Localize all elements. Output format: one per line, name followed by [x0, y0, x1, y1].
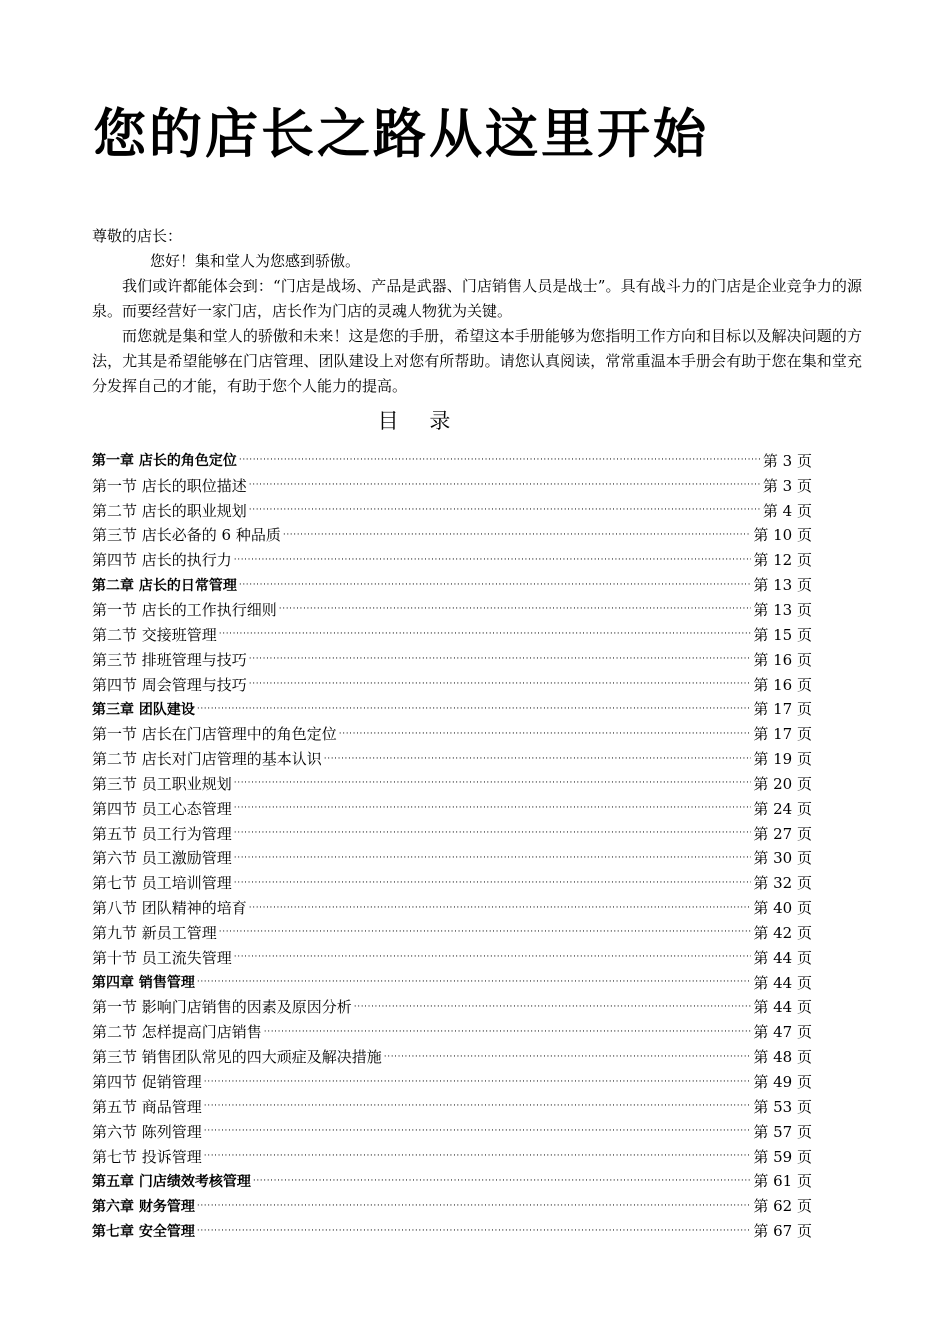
- toc-section-entry[interactable]: [92, 895, 812, 920]
- toc-entry-page: 第 49 页: [753, 1073, 812, 1092]
- toc-section-entry[interactable]: [92, 672, 812, 697]
- toc-entry-label: 第八节 团队精神的培育: [92, 899, 247, 918]
- toc-section-entry[interactable]: [92, 473, 812, 498]
- toc-entry-page: 第 67 页: [753, 1222, 812, 1241]
- toc-section-entry[interactable]: [92, 746, 812, 771]
- toc-entry-label: 第一节 影响门店销售的因素及原因分析: [92, 998, 352, 1017]
- toc-entry-page: 第 44 页: [753, 973, 812, 992]
- toc-dot-leader: [204, 1144, 752, 1168]
- toc-section-entry[interactable]: [92, 498, 812, 523]
- toc-entry-page: 第 53 页: [753, 1097, 812, 1116]
- toc-entry-label: 第三节 员工职业规划: [92, 774, 232, 793]
- toc-dot-leader: [219, 920, 752, 944]
- toc-section-entry[interactable]: [92, 1019, 812, 1044]
- toc-section-entry[interactable]: [92, 920, 812, 945]
- toc-dot-leader: [219, 622, 752, 646]
- toc-chapter-entry[interactable]: [92, 1218, 812, 1243]
- toc-entry-label: 第二节 店长对门店管理的基本认识: [92, 750, 322, 769]
- toc-chapter-entry[interactable]: [92, 448, 812, 473]
- toc-entry-label: 第六节 员工激励管理: [92, 849, 232, 868]
- toc-entry-label: 第三节 排班管理与技巧: [92, 650, 247, 669]
- toc-dot-leader: [249, 896, 752, 920]
- toc-entry-label: 第七章 安全管理: [92, 1223, 195, 1240]
- toc-chapter-entry[interactable]: [92, 1168, 812, 1193]
- toc-entry-label: 第四章 销售管理: [92, 975, 195, 992]
- toc-dot-leader: [384, 1045, 752, 1069]
- toc-section-entry[interactable]: [92, 721, 812, 746]
- toc-dot-leader: [234, 821, 752, 845]
- toc-entry-page: 第 44 页: [753, 948, 812, 967]
- toc-dot-leader: [279, 597, 752, 621]
- toc-entry-page: 第 3 页: [762, 451, 812, 470]
- toc-entry-page: 第 19 页: [753, 750, 812, 769]
- toc-entry-page: 第 10 页: [753, 526, 812, 545]
- toc-entry-label: 第三节 店长必备的 6 种品质: [92, 526, 281, 545]
- table-of-contents: [92, 448, 812, 1243]
- toc-section-entry[interactable]: [92, 547, 812, 572]
- toc-entry-label: 第七节 员工培训管理: [92, 874, 232, 893]
- toc-entry-label: 第三章 团队建设: [92, 701, 195, 718]
- toc-entry-label: 第六节 陈列管理: [92, 1122, 202, 1141]
- toc-entry-page: 第 15 页: [753, 625, 812, 644]
- toc-dot-leader: [197, 1194, 752, 1218]
- toc-dot-leader: [253, 1169, 752, 1193]
- toc-entry-label: 第四节 员工心态管理: [92, 799, 232, 818]
- toc-entry-page: 第 17 页: [753, 700, 812, 719]
- toc-section-entry[interactable]: [92, 796, 812, 821]
- intro-paragraph: 而您就是集和堂人的骄傲和未来！这是您的手册，希望这本手册能够为您指明工作方向和目标以及解决问题的方法，尤其是希望能够在门店管理、团队建设上对您有所帮助。请您认真阅读，常常重温本手册会有助于您在集和堂充分发挥自己的才能，有助于您个人能力的提高。: [92, 327, 862, 395]
- toc-section-entry[interactable]: [92, 1094, 812, 1119]
- toc-entry-page: 第 13 页: [753, 600, 812, 619]
- toc-entry-page: 第 16 页: [753, 675, 812, 694]
- toc-heading: 目 录: [377, 409, 463, 433]
- toc-entry-page: 第 48 页: [753, 1048, 812, 1067]
- toc-chapter-entry[interactable]: [92, 572, 812, 597]
- toc-dot-leader: [249, 647, 752, 671]
- toc-chapter-entry[interactable]: [92, 696, 812, 721]
- toc-section-entry[interactable]: [92, 1069, 812, 1094]
- toc-section-entry[interactable]: [92, 1044, 812, 1069]
- toc-entry-label: 第一节 店长的工作执行细则: [92, 600, 277, 619]
- toc-entry-label: 第四节 周会管理与技巧: [92, 675, 247, 694]
- toc-entry-label: 第一章 店长的角色定位: [92, 453, 237, 470]
- toc-entry-page: 第 44 页: [753, 998, 812, 1017]
- toc-dot-leader: [234, 548, 752, 572]
- toc-entry-label: 第五章 门店绩效考核管理: [92, 1173, 251, 1190]
- toc-section-entry[interactable]: [92, 945, 812, 970]
- toc-chapter-entry[interactable]: [92, 1193, 812, 1218]
- toc-section-entry[interactable]: [92, 771, 812, 796]
- toc-entry-page: 第 12 页: [753, 551, 812, 570]
- toc-entry-page: 第 32 页: [753, 874, 812, 893]
- toc-dot-leader: [249, 498, 761, 522]
- toc-entry-label: 第十节 员工流失管理: [92, 948, 232, 967]
- toc-dot-leader: [264, 1020, 752, 1044]
- toc-entry-page: 第 42 页: [753, 923, 812, 942]
- toc-entry-label: 第九节 新员工管理: [92, 923, 217, 942]
- toc-entry-label: 第四节 促销管理: [92, 1073, 202, 1092]
- toc-entry-page: 第 47 页: [753, 1023, 812, 1042]
- toc-entry-label: 第五节 商品管理: [92, 1097, 202, 1116]
- page-title: 您的店长之路从这里开始: [93, 104, 709, 165]
- toc-entry-label: 第二节 怎样提高门店销售: [92, 1023, 262, 1042]
- intro-paragraph: 我们或许都能体会到：“门店是战场、产品是武器、门店销售人员是战士”。具有战斗力的门店是企业竞争力的源泉。而要经营好一家门店，店长作为门店的灵魂人物犹为关键。: [92, 277, 862, 320]
- toc-dot-leader: [234, 771, 752, 795]
- toc-dot-leader: [324, 747, 752, 771]
- toc-entry-label: 第一节 店长的职位描述: [92, 476, 247, 495]
- toc-entry-page: 第 17 页: [753, 725, 812, 744]
- toc-entry-page: 第 61 页: [753, 1172, 812, 1191]
- toc-entry-page: 第 40 页: [753, 899, 812, 918]
- toc-dot-leader: [204, 1094, 752, 1118]
- toc-section-entry[interactable]: [92, 1119, 812, 1144]
- toc-entry-label: 第四节 店长的执行力: [92, 551, 232, 570]
- toc-dot-leader: [234, 846, 752, 870]
- toc-section-entry[interactable]: [92, 846, 812, 871]
- toc-entry-page: 第 59 页: [753, 1147, 812, 1166]
- toc-section-entry[interactable]: [92, 523, 812, 548]
- toc-section-entry[interactable]: [92, 870, 812, 895]
- toc-entry-label: 第五节 员工行为管理: [92, 824, 232, 843]
- toc-dot-leader: [239, 448, 761, 472]
- toc-entry-page: 第 4 页: [762, 501, 812, 520]
- intro-letter: [92, 224, 862, 399]
- toc-entry-label: 第一节 店长在门店管理中的角色定位: [92, 725, 337, 744]
- toc-dot-leader: [339, 722, 752, 746]
- toc-entry-label: 第二节 店长的职业规划: [92, 501, 247, 520]
- greeting: 您好！集和堂人为您感到骄傲。: [150, 252, 361, 270]
- toc-section-entry[interactable]: [92, 647, 812, 672]
- toc-section-entry[interactable]: [92, 1144, 812, 1169]
- toc-chapter-entry[interactable]: [92, 970, 812, 995]
- toc-dot-leader: [239, 573, 752, 597]
- toc-section-entry[interactable]: [92, 597, 812, 622]
- toc-dot-leader: [204, 1119, 752, 1143]
- toc-entry-page: 第 62 页: [753, 1197, 812, 1216]
- toc-entry-page: 第 27 页: [753, 824, 812, 843]
- toc-dot-leader: [234, 796, 752, 820]
- toc-entry-page: 第 30 页: [753, 849, 812, 868]
- toc-entry-page: 第 13 页: [753, 576, 812, 595]
- toc-dot-leader: [197, 697, 752, 721]
- toc-entry-label: 第三节 销售团队常见的四大顽症及解决措施: [92, 1048, 382, 1067]
- toc-entry-page: 第 57 页: [753, 1122, 812, 1141]
- toc-entry-page: 第 20 页: [753, 774, 812, 793]
- toc-dot-leader: [234, 945, 752, 969]
- toc-entry-label: 第二节 交接班管理: [92, 625, 217, 644]
- toc-section-entry[interactable]: [92, 821, 812, 846]
- toc-section-entry[interactable]: [92, 995, 812, 1020]
- toc-section-entry[interactable]: [92, 622, 812, 647]
- toc-entry-page: 第 24 页: [753, 799, 812, 818]
- toc-dot-leader: [197, 1219, 752, 1243]
- toc-dot-leader: [283, 523, 752, 547]
- salutation: 尊敬的店长：: [92, 227, 183, 245]
- toc-entry-page: 第 16 页: [753, 650, 812, 669]
- toc-dot-leader: [354, 995, 752, 1019]
- toc-dot-leader: [197, 970, 752, 994]
- toc-dot-leader: [204, 1070, 752, 1094]
- toc-entry-label: 第七节 投诉管理: [92, 1147, 202, 1166]
- toc-entry-page: 第 3 页: [762, 476, 812, 495]
- toc-dot-leader: [249, 473, 761, 497]
- toc-dot-leader: [234, 871, 752, 895]
- toc-entry-label: 第六章 财务管理: [92, 1198, 195, 1215]
- toc-dot-leader: [249, 672, 752, 696]
- toc-entry-label: 第二章 店长的日常管理: [92, 577, 237, 594]
